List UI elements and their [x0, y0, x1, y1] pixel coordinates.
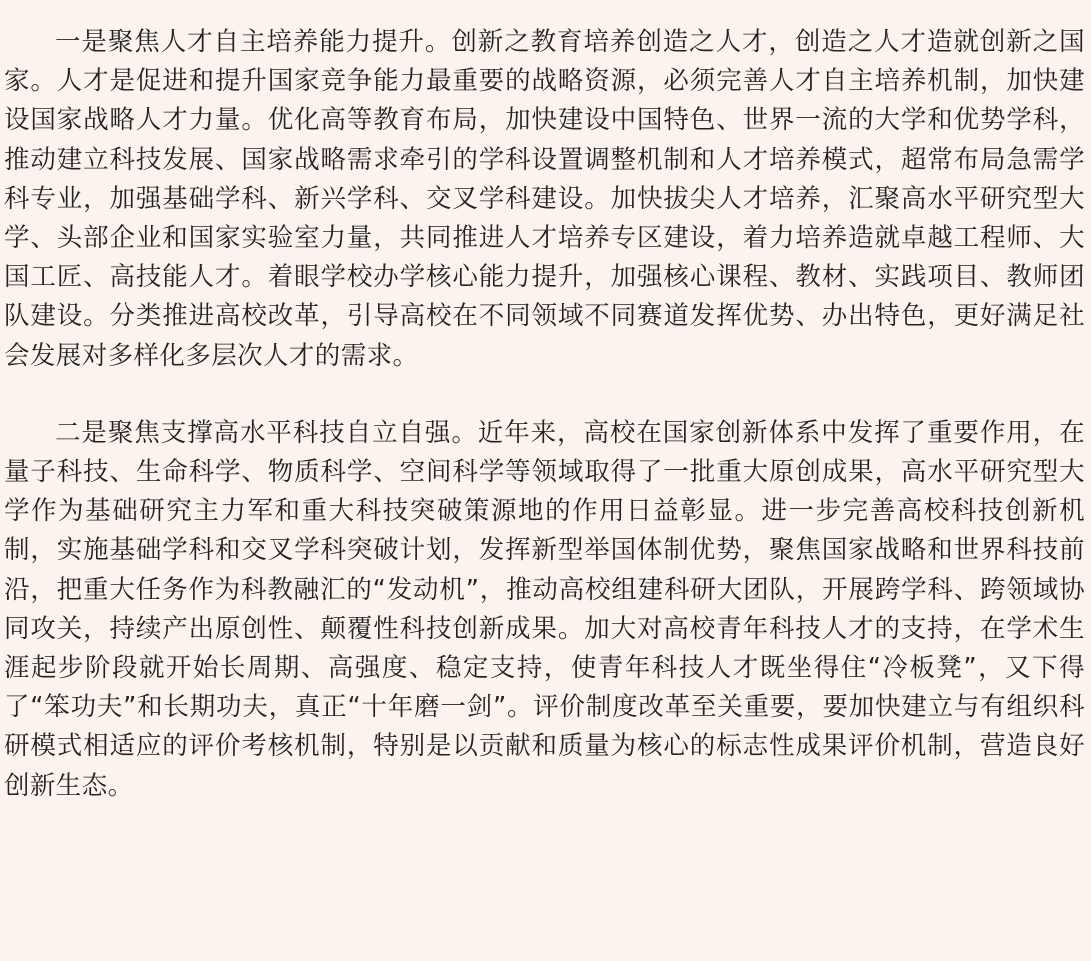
paragraph-tech-self-reliance: 二是聚焦支撑高水平科技自立自强。近年来，高校在国家创新体系中发挥了重要作用，在量子科技、生命科学、物质科学、空间科学等领域取得了一批重大原创成果，高水平研究型大学作为基础研究主力军和重大科技突破策源地的作用日益彰显。进一步完善高校科技创新机制，实施基础学科和交叉学科突破计划，发挥新型举国体制优势，聚焦国家战略和世界科技前沿，把重大任务作为科教融汇的“发动机”，推动高校组建科研大团队，开展跨学科、跨领域协同攻关，持续产出原创性、颠覆性科技创新成果。加大对高校青年科技人才的支持，在学术生涯起步阶段就开始长周期、高强度、稳定支持，使青年科技人才既坐得住“冷板凳”，又下得了“笨功夫”和长期功夫，真正“十年磨一剑”。评价制度改革至关重要，要加快建立与有组织科研模式相适应的评价考核机制，特别是以贡献和质量为核心的标志性成果评价机制，营造良好创新生态。 [4, 417, 1085, 801]
paragraph-talent-cultivation: 一是聚焦人才自主培养能力提升。创新之教育培养创造之人才，创造之人才造就创新之国家。人才是促进和提升国家竞争能力最重要的战略资源，必须完善人才自主培养机制，加快建设国家战略人才力量。优化高等教育布局，加快建设中国特色、世界一流的大学和优势学科，推动建立科技发展、国家战略需求牵引的学科设置调整机制和人才培养模式，超常布局急需学科专业，加强基础学科、新兴学科、交叉学科建设。加快拔尖人才培养，汇聚高水平研究型大学、头部企业和国家实验室力量，共同推进人才培养专区建设，着力培养造就卓越工程师、大国工匠、高技能人才。着眼学校办学核心能力提升，加强核心课程、教材、实践项目、教师团队建设。分类推进高校改革，引导高校在不同领域不同赛道发挥优势、办出特色，更好满足社会发展对多样化多层次人才的需求。 [4, 27, 1085, 371]
